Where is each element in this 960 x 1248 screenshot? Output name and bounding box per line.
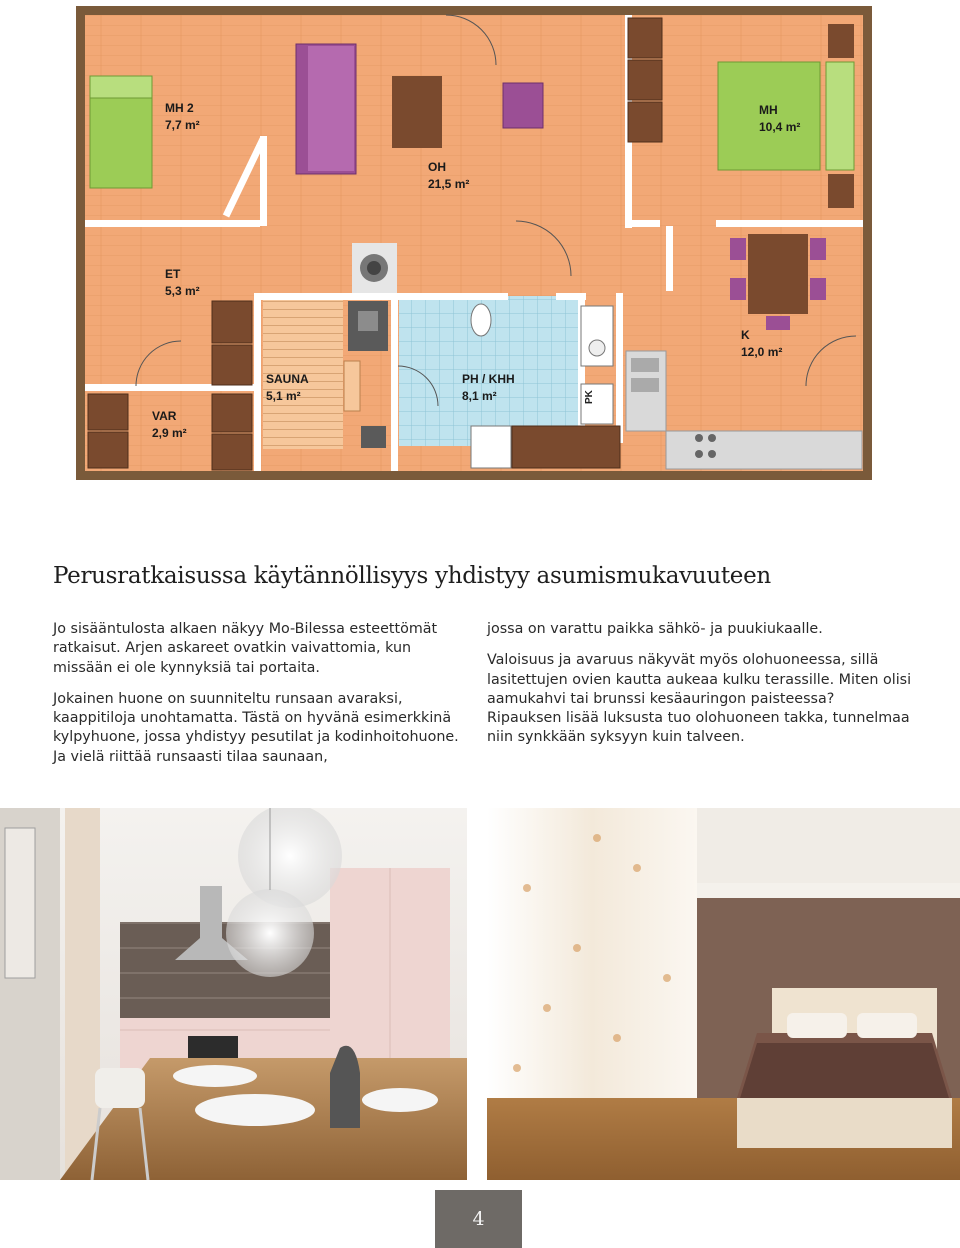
text-column-right [487,620,912,760]
paragraph: Jo sisääntulosta alkaen näkyy Mo-Bilessa esteettömät ratkaisut. Arjen askareet ovatkin vaivattomia, kun missään ei ole kynnyksiä tai portaita. [53,621,438,676]
text-column-left [53,620,473,779]
room-area-k: 12,0 m² [741,345,783,359]
room-area-mh2: 7,7 m² [165,118,200,132]
room-area-oh: 21,5 m² [428,177,470,191]
paragraph: Jokainen huone on suunniteltu runsaan avaraksi, kaappitiloja unohtamatta. Tästä on hyvänä esimerkkinä kylpyhuone, jossa yhdistyy pesutilat ja kodinhoitohuone. Ja vielä riittää runsaasti tilaa saunaan, [53,690,459,765]
room-name-k: K [741,328,750,342]
paragraph: Valoisuus ja avaruus näkyvät myös olohuoneessa, sillä lasitettujen ovien kautta aukeaa kulku terassille. Miten olisi aamukahvi tai brunssi kesäauringon paisteessa? Ripauksen lisää luksusta tuo olohuoneen takka, tunnelmaa niin synkkään syksyyn kuin talveen. [487,652,912,746]
room-name-ph: PH / KHH [462,372,515,386]
page-heading: Perusratkaisussa käytännöllisyys yhdistyy asumismukavuuteen [53,563,771,589]
coffee-table [392,76,442,148]
room-area-var: 2,9 m² [152,426,187,440]
wood-stove [361,426,386,448]
page-number-box [435,1190,522,1248]
room-name-et: ET [165,267,181,281]
room-area-mh: 10,4 m² [759,120,801,134]
floor-plan [76,6,872,480]
room-name-mh2: MH 2 [165,101,194,115]
page-number: 4 [472,1208,485,1230]
armchair [503,83,543,128]
room-area-ph: 8,1 m² [462,389,497,403]
room-name-var: VAR [152,409,177,423]
dining-table [748,234,808,314]
sauna-step [344,361,360,411]
pk-label: PK [584,390,595,404]
stove-top-icon [358,311,378,331]
room-name-oh: OH [428,160,446,174]
kitchen-photo [0,808,467,1180]
nightstand [828,174,854,208]
washer [471,426,511,468]
toilet-icon [471,304,491,336]
room-area-sauna: 5,1 m² [266,389,301,403]
bedroom-photo [487,808,960,1180]
room-name-sauna: SAUNA [266,372,309,386]
room-name-mh: MH [759,103,778,117]
room-area-et: 5,3 m² [165,284,200,298]
paragraph: jossa on varattu paikka sähkö- ja puukiukaalle. [487,621,823,637]
nightstand [828,24,854,58]
sink [581,306,613,366]
